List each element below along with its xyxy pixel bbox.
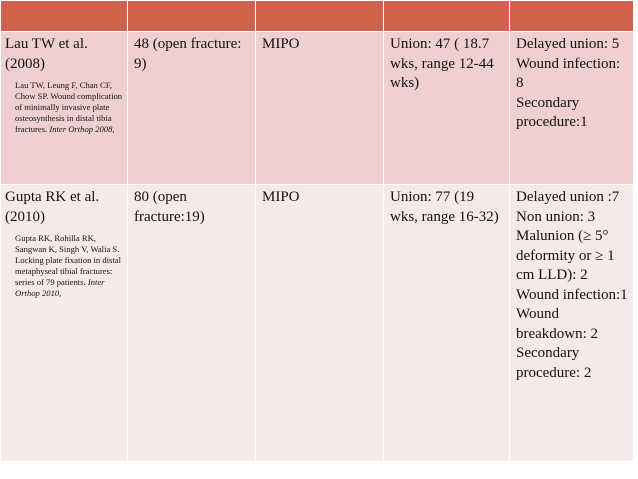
union-cell: Union: 47 ( 18.7 wks, range 12-44 wks) [384, 32, 510, 185]
table-row [1, 32, 634, 185]
complications-text: Delayed union: 5 Wound infection: 8 Secondary procedure:1 [516, 36, 621, 130]
study-name: Gupta RK et al.(2010) [5, 189, 100, 225]
reference-journal: Inter Orthop 2008, [49, 124, 115, 134]
reference-journal: Inter Orthop 2010, [15, 277, 105, 298]
table-row [1, 185, 634, 462]
study-cell [1, 185, 128, 462]
complications-cell [510, 32, 634, 185]
reference-citation [15, 80, 123, 135]
header-cell [256, 1, 384, 32]
header-cell [128, 1, 256, 32]
union-cell: Union: 77 (19 wks, range 16-32) [384, 185, 510, 462]
technique-cell: MIPO [256, 185, 384, 462]
reference-citation [15, 233, 123, 299]
header-cell [510, 1, 634, 32]
header-cell [1, 1, 128, 32]
reference-text: Lau TW, Leung F, Chan CF, Chow SP. Wound complication of minimally invasive plate osteosynthesis in distal tibia fractures. [15, 80, 123, 134]
technique-cell: MIPO [256, 32, 384, 185]
header-cell [384, 1, 510, 32]
reference-text: Gupta RK, Rohilla RK, Sangwan K, Singh V, Walia S. Locking plate fixation in distal metaphyseal tibial fractures: series of 79 patients. [15, 233, 121, 287]
complications-text: Delayed union :7 Non union: 3 Malunion (≥ 5° deformity or ≥ 1 cm LLD): 2 Wound infection:1 Wound breakdown: 2 Secondary procedure: 2 [516, 189, 628, 381]
patients-cell: 48 (open fracture: 9) [128, 32, 256, 185]
study-name: Lau TW et al. (2008) [5, 36, 88, 72]
study-cell [1, 32, 128, 185]
complications-cell [510, 185, 634, 462]
patients-cell: 80 (open fracture:19) [128, 185, 256, 462]
header-row [1, 1, 634, 32]
